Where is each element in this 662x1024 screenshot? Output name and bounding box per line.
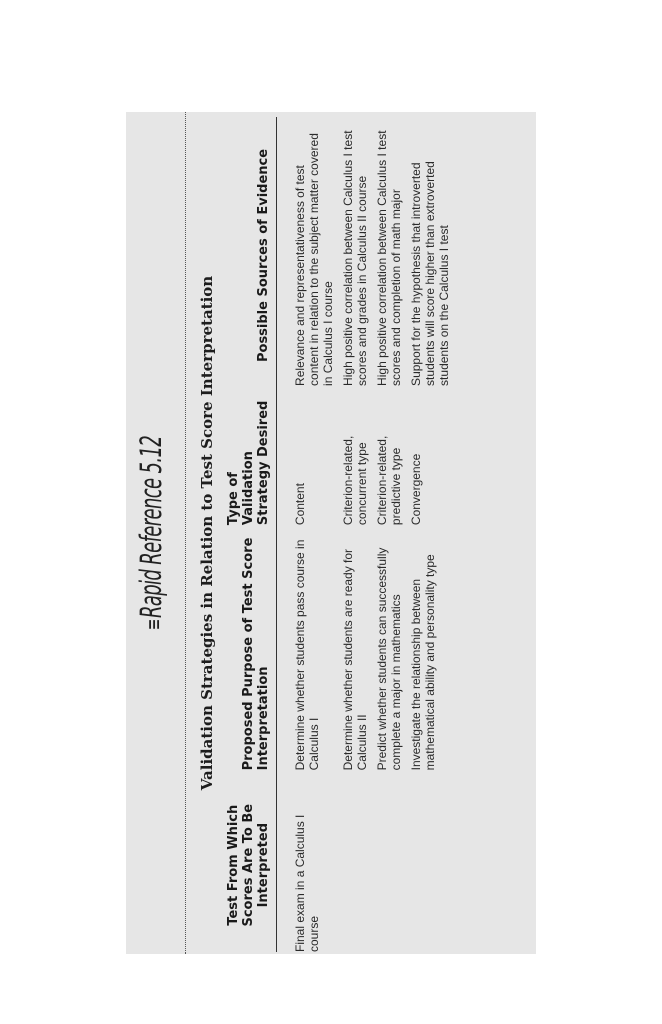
cell-purpose: Predict whether students can successfully complete a major in mathematics [375,547,403,771]
table-row [341,117,375,952]
cell-test [409,770,457,952]
cell-strategy: Criterion-related, predictive type [375,435,403,526]
cell-evidence: Relevance and representativeness of test content in relation to the subject matter covered in Calculus I course [293,133,335,386]
cell-evidence: High positive correlation between Calculus I test scores and completion of math major [375,130,403,386]
column-header-test: Test From Which Scores Are To Be Interpreted [226,770,277,952]
cell-test [341,770,375,952]
cell-evidence: Support for the hypothesis that introverted students will score higher than extroverted students on the Calculus I test [409,161,451,386]
column-header-evidence: Possible Sources of Evidence [226,117,277,386]
table-title: Validation Strategies in Relation to Test Score Interpretation [198,275,216,791]
cell-purpose: Investigate the relationship between mathematical ability and personality type [409,554,437,771]
column-header-purpose: Proposed Purpose of Test Score Interpretation [226,525,277,770]
rapid-reference-panel [126,112,536,954]
cell-test [375,770,409,952]
dotted-divider [185,112,186,954]
table-row [375,117,409,952]
rapid-reference-label: Rapid Reference 5.12 [134,435,168,619]
cell-strategy: Convergence [409,453,423,526]
validation-table [226,117,457,952]
table-row [277,117,342,952]
cell-strategy: Content [293,483,307,526]
cell-evidence: High positive correlation between Calculus I test scores and grades in Calculus II course [341,130,369,386]
cell-purpose: Determine whether students are ready for Calculus II [341,548,369,771]
rapid-reference-heading [134,272,180,794]
column-header-strategy: Type of Validation Strategy Desired [226,386,277,525]
speed-lines-icon: ≡ [142,620,167,631]
table-row [409,117,457,952]
rotated-content [126,112,536,954]
cell-test: Final exam in a Calculus I course [293,814,321,952]
cell-purpose: Determine whether students pass course in Calculus I [293,539,321,771]
cell-strategy: Criterion-related, concurrent type [341,435,369,526]
table-header-row [226,117,277,952]
